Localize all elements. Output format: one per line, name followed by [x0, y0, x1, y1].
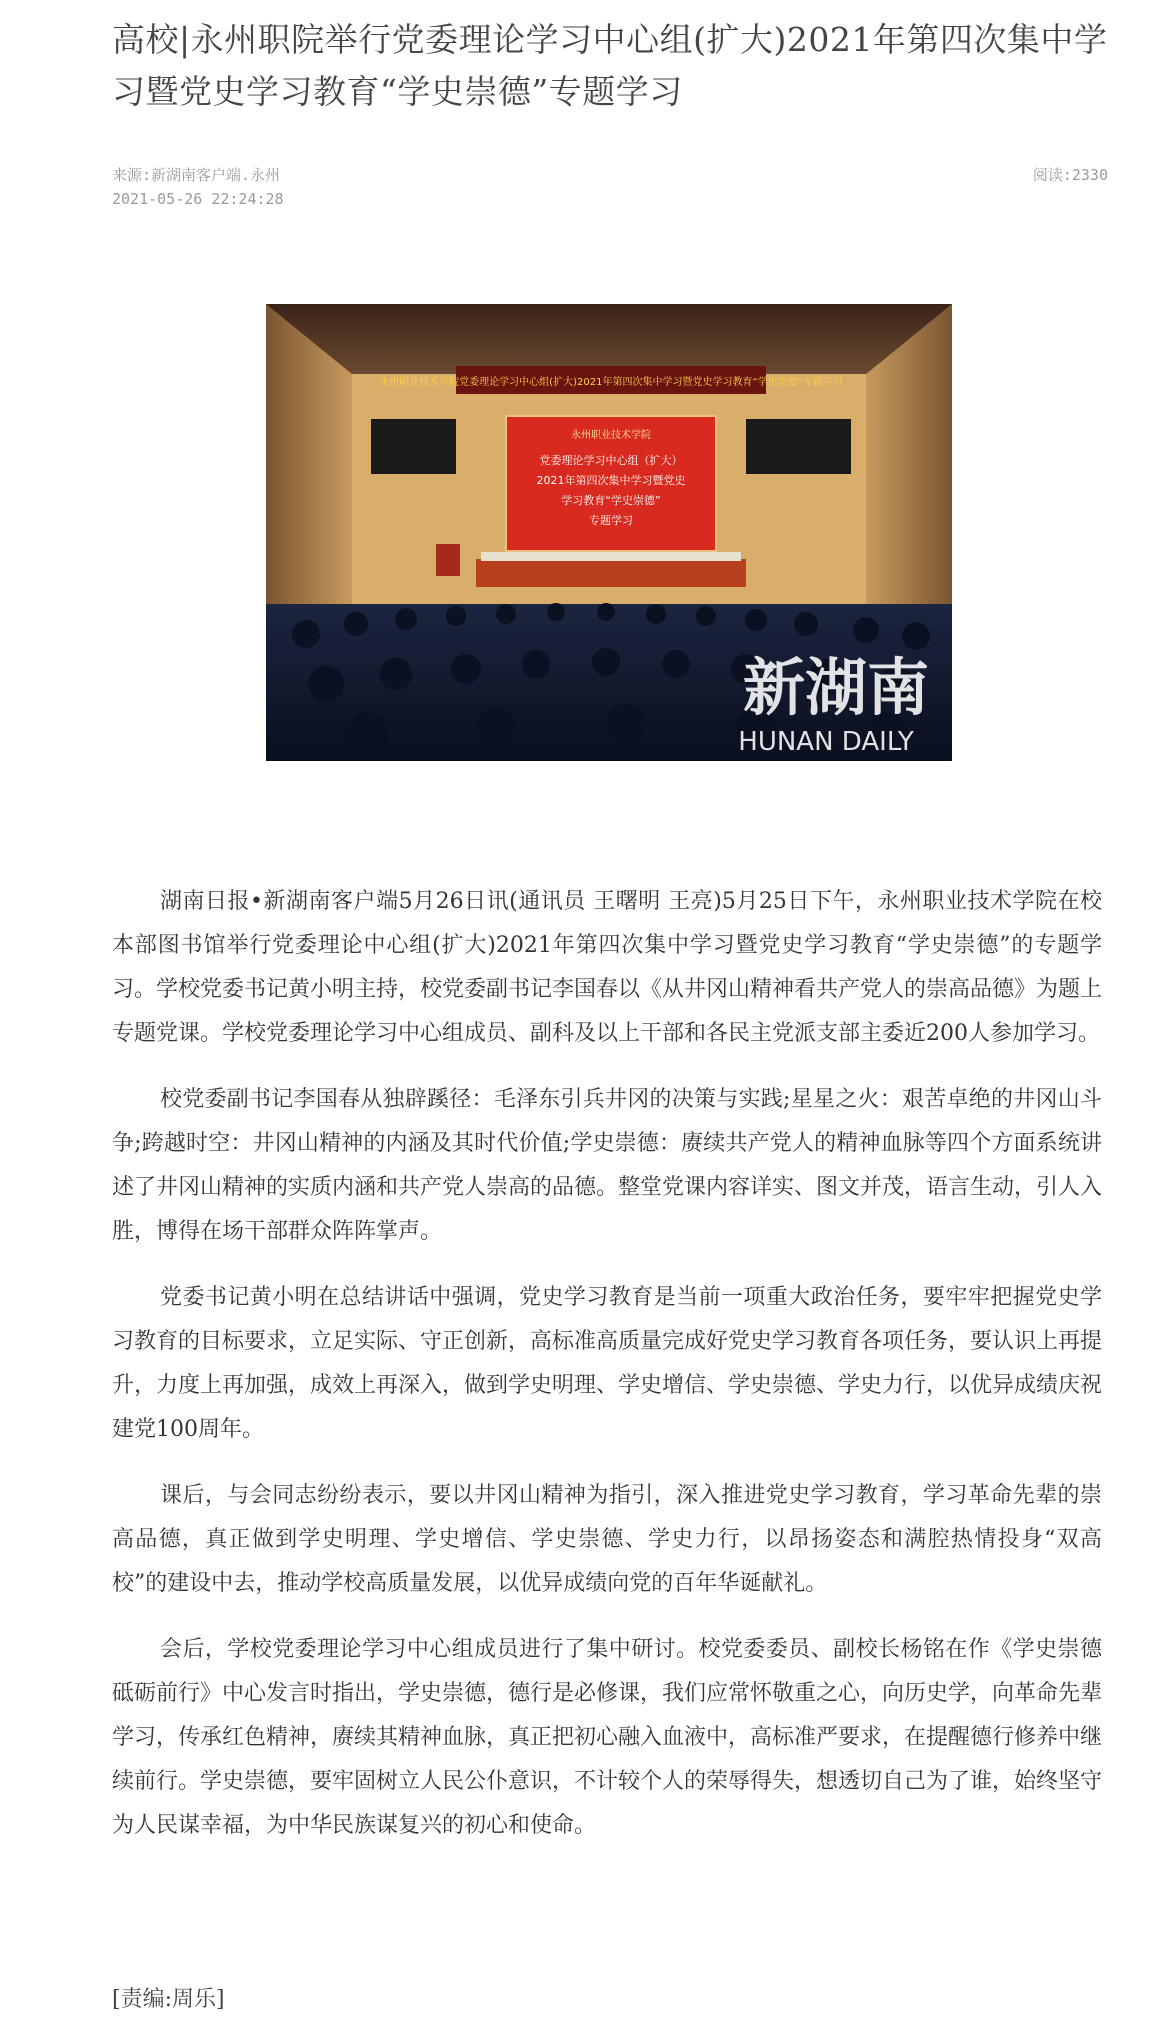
- article-datetime: 2021-05-26 22:24:28: [112, 190, 284, 208]
- photo-screen-line: 专题学习: [589, 514, 633, 527]
- photo-banner-text: 永州职业技术学院党委理论学习中心组(扩大)2021年第四次集中学习暨党史学习教育“学史崇德”专题学习: [379, 377, 843, 388]
- photo-screen-line: 党委理论学习中心组（扩大）: [539, 454, 683, 467]
- photo-watermark-cn: 新湖南: [742, 651, 930, 724]
- article-paragraph: 党委书记黄小明在总结讲话中强调，党史学习教育是当前一项重大政治任务，要牢牢把握党史学习教育的目标要求，立足实际、守正创新，高标准高质量完成好党史学习教育各项任务，要认识上再提升，力度上再加强，成效上再深入，做到学史明理、学史增信、学史崇德、学史力行，以优异成绩庆祝建党100周年。: [112, 1285, 1103, 1442]
- article-paragraph: 湖南日报•新湖南客户端5月26日讯(通讯员 王曙明 王亮)5月25日下午，永州职业技术学院在校本部图书馆举行党委理论中心组(扩大)2021年第四次集中学习暨党史学习教育“学史崇德”的专题学习。学校党委书记黄小明主持，校党委副书记李国春以《从井冈山精神看共产党人的崇高品德》为题上专题党课。学校党委理论学习中心组成员、副科及以上干部和各民主党派支部主委近200人参加学习。: [112, 889, 1103, 1046]
- photo-school-logo: 永州职业技术学院: [571, 430, 651, 441]
- article: [112, 0, 1108, 2012]
- article-title: 高校|永州职院举行党委理论学习中心组(扩大)2021年第四次集中学习暨党史学习教育“学史崇德”专题学习: [112, 20, 1108, 111]
- article-source: 来源:新湖南客户端.永州: [112, 166, 281, 184]
- read-count-value: 2330: [1071, 166, 1108, 184]
- article-paragraph: 校党委副书记李国春从独辟蹊径：毛泽东引兵井冈的决策与实践;星星之火：艰苦卓绝的井冈山斗争;跨越时空：井冈山精神的内涵及其时代价值;学史崇德：赓续共产党人的精神血脉等四个方面系统讲述了井冈山精神的实质内涵和共产党人崇高的品德。整堂党课内容详实、图文并茂，语言生动，引人入胜，博得在场干部群众阵阵掌声。: [112, 1087, 1103, 1244]
- article-meta: [112, 144, 1108, 214]
- photo-watermark-en: HUNAN DAILY: [738, 727, 914, 757]
- article-paragraph: 会后，学校党委理论学习中心组成员进行了集中研讨。校党委委员、副校长杨铭在作《学史崇德 砥砺前行》中心发言时指出，学史崇德，德行是必修课，我们应常怀敬重之心，向历史学，向革命先辈学习，传承红色精神，赓续其精神血脉，真正把初心融入血液中，高标准严要求，在提醒德行修养中继续前行。学史崇德，要牢固树立人民公仆意识，不计较个人的荣辱得失，想透切自己为了谁，始终坚守为人民谋幸福，为中华民族谋复兴的初心和使命。: [112, 1637, 1103, 1838]
- article-photo[interactable]: [266, 304, 952, 761]
- read-count: [1033, 164, 1108, 185]
- article-editor: [责编:周乐]: [112, 1987, 225, 2012]
- article-body: [112, 880, 1102, 1870]
- photo-screen-line: 学习教育“学史崇德”: [561, 494, 661, 507]
- read-count-label: 阅读:: [1032, 166, 1072, 184]
- article-paragraph: 课后，与会同志纷纷表示，要以井冈山精神为指引，深入推进党史学习教育，学习革命先辈的崇高品德，真正做到学史明理、学史增信、学史崇德、学史力行，以昂扬姿态和满腔热情投身“双高校”的建设中去，推动学校高质量发展，以优异成绩向党的百年华诞献礼。: [112, 1483, 1102, 1596]
- photo-screen-line: 2021年第四次集中学习暨党史: [536, 474, 686, 487]
